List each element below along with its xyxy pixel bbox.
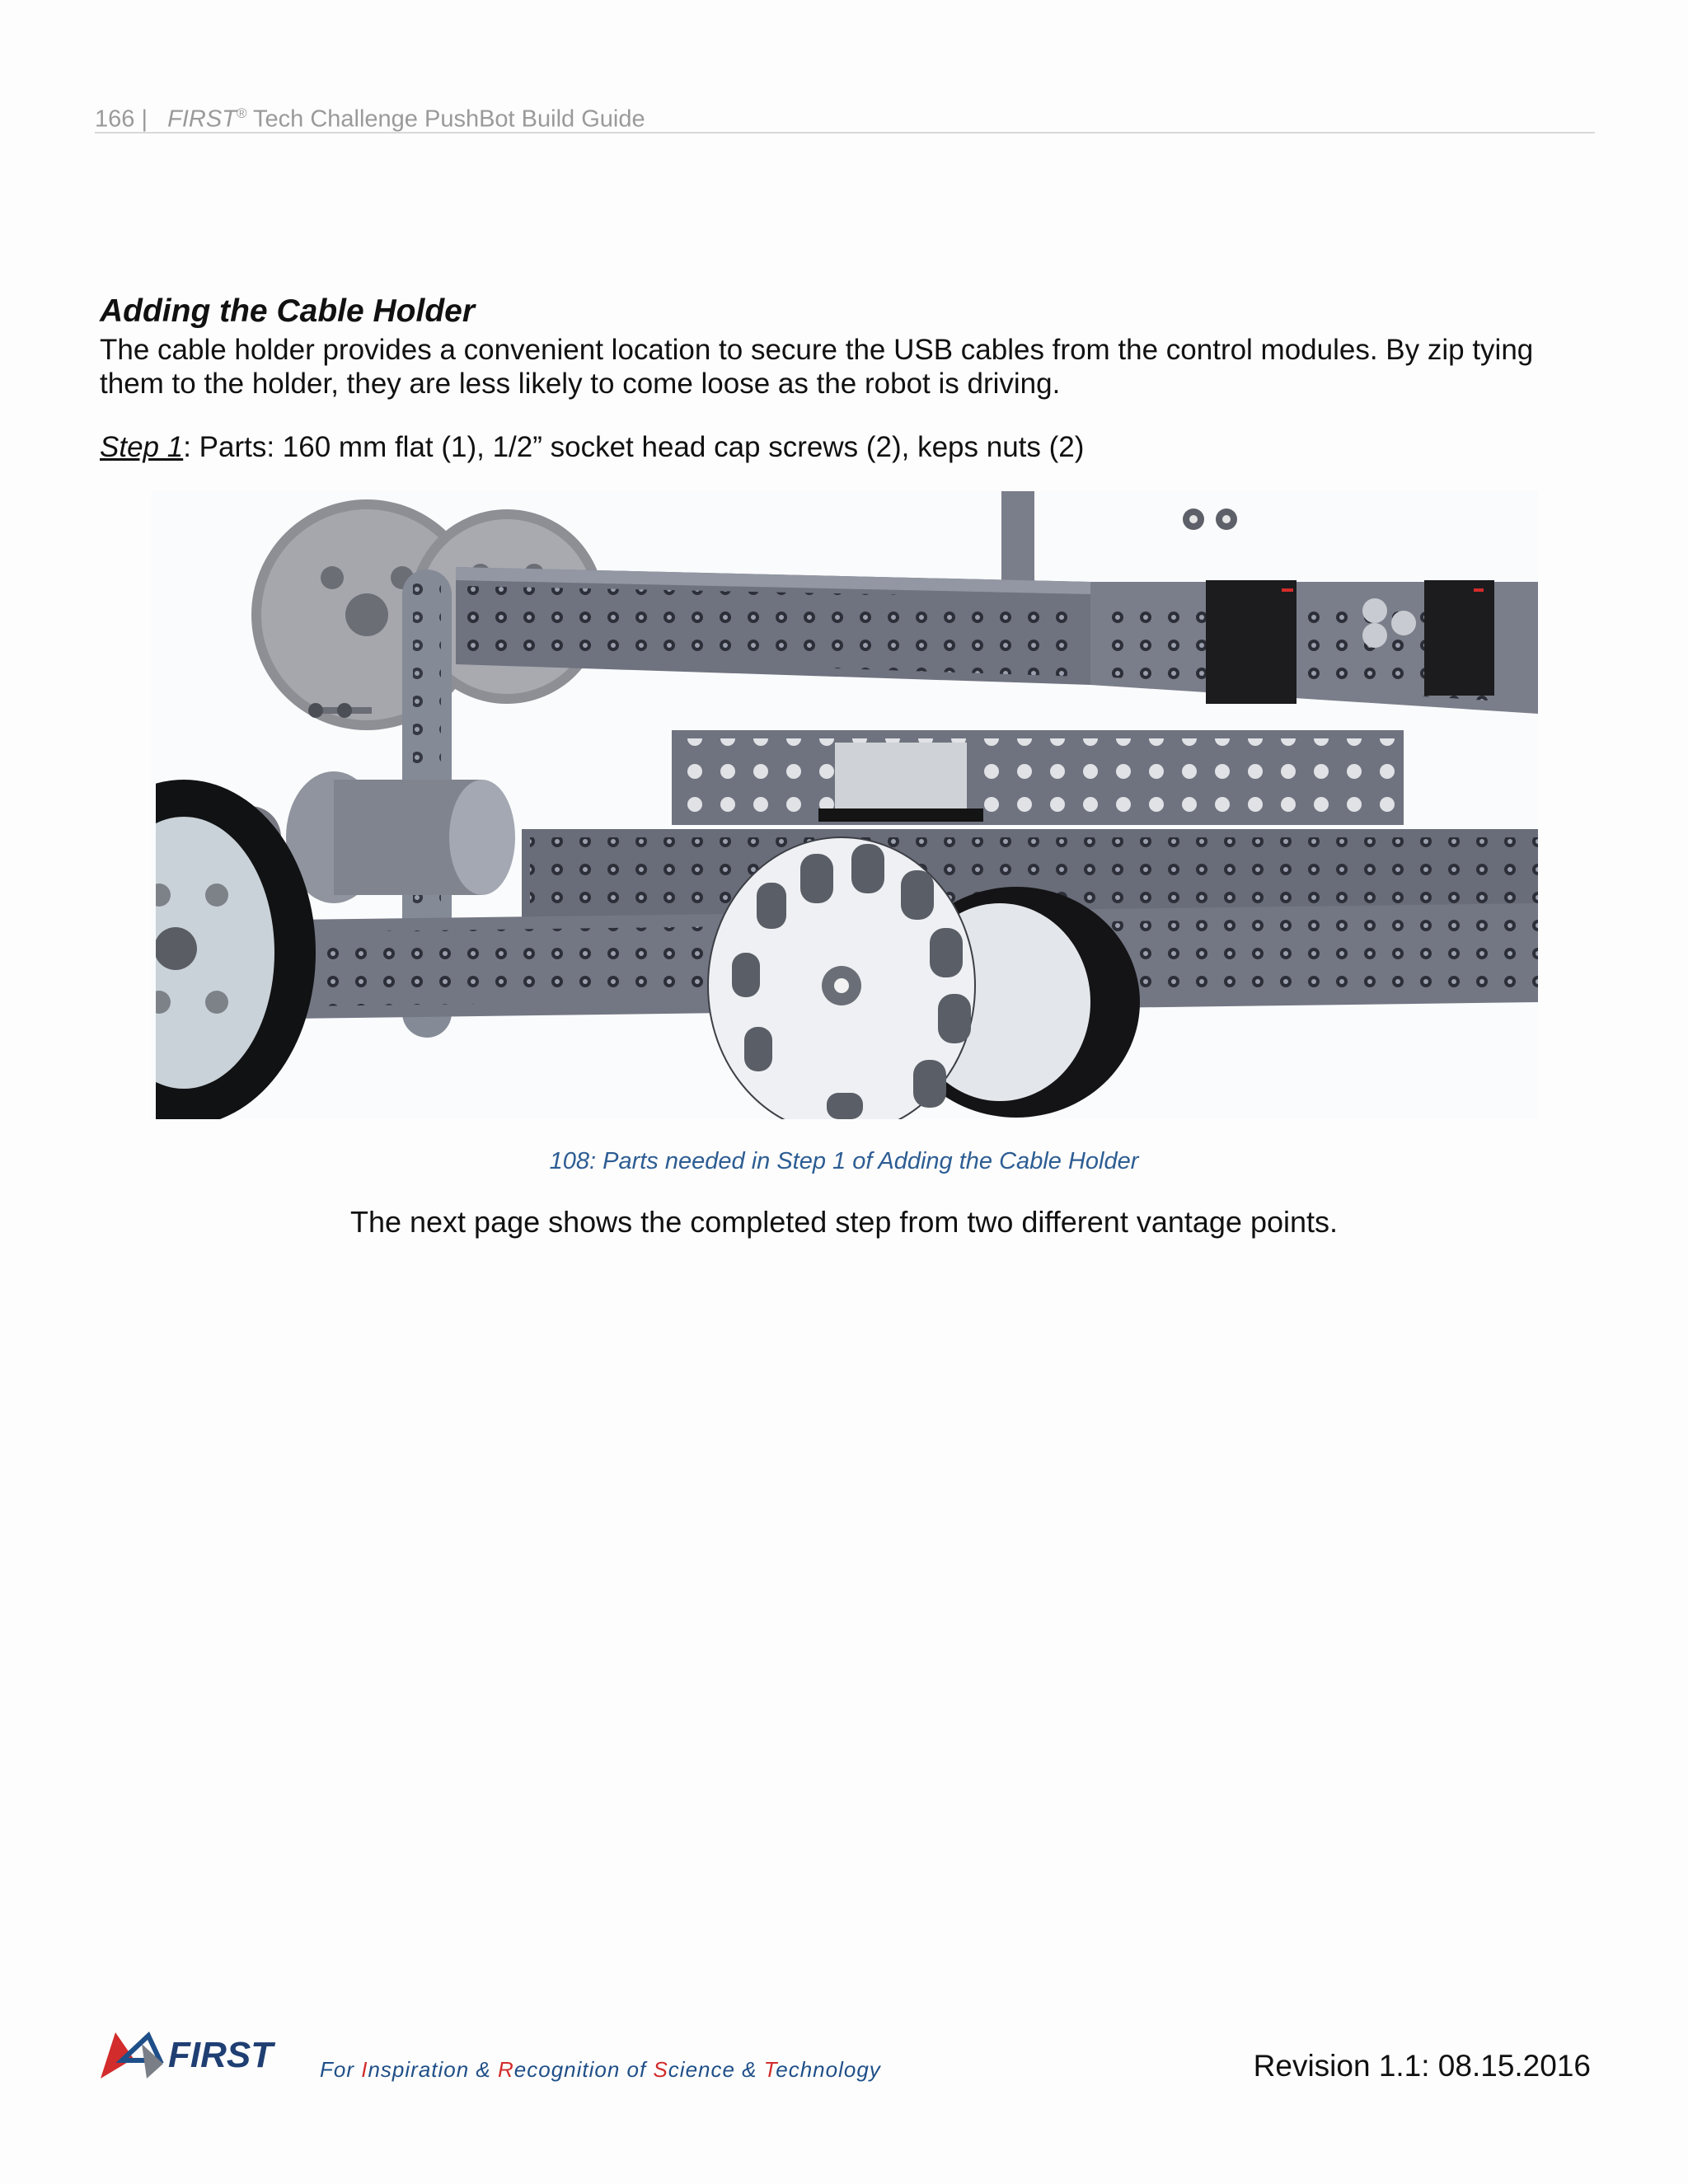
- header-brand: FIRST: [167, 105, 237, 133]
- middle-channel: [672, 730, 1404, 825]
- tagline-letter-r: R: [498, 2057, 514, 2082]
- tagline-part-1: For: [320, 2057, 362, 2082]
- page-number: 166 |: [95, 105, 148, 133]
- page-header: [95, 99, 1595, 134]
- omni-wheel: [708, 837, 975, 1119]
- step-label: Step 1: [100, 431, 184, 463]
- tagline-letter-t: T: [763, 2057, 776, 2082]
- section-intro: The cable holder provides a convenient location to secure the USB cables from the control modules. By zip tying them to the holder, they are less likely to come loose as the robot is driving.: [100, 334, 1534, 400]
- registered-mark: ®: [236, 105, 247, 121]
- first-tagline: [320, 2057, 881, 2083]
- section-title: Adding the Cable Holder: [100, 293, 476, 329]
- keps-nuts: [1183, 509, 1237, 530]
- first-logo: [97, 2027, 312, 2089]
- servo-bracket-assembly: [1090, 580, 1538, 714]
- battery-pack: [835, 743, 967, 808]
- robot-assembly-figure: [151, 491, 1538, 1119]
- first-logo-mark: [97, 2027, 312, 2085]
- next-page-note: The next page shows the completed step from two different vantage points.: [349, 1205, 1339, 1239]
- header-title: Tech Challenge PushBot Build Guide: [253, 105, 645, 133]
- step-instruction: [100, 430, 1084, 464]
- tagline-part-2: nspiration &: [368, 2057, 498, 2082]
- first-logo-text: FIRST: [168, 2035, 274, 2075]
- tagline-part-4: cience &: [668, 2057, 764, 2082]
- tagline-part-5: echnology: [776, 2057, 881, 2082]
- step-parts-text: : Parts: 160 mm flat (1), 1/2” socket head cap screws (2), keps nuts (2): [183, 431, 1085, 463]
- servo-motor-left: [1206, 580, 1296, 704]
- tagline-letter-i: I: [361, 2057, 368, 2082]
- tagline-letter-s: S: [653, 2057, 668, 2082]
- upper-channel: [456, 567, 1090, 685]
- robot-chassis-illustration: [151, 491, 1538, 1119]
- revision-label: Revision 1.1: 08.15.2016: [1253, 2049, 1591, 2083]
- figure-caption: 108: Parts needed in Step 1 of Adding the Cable Holder: [549, 1148, 1139, 1174]
- tagline-part-3: ecognition of: [513, 2057, 654, 2082]
- servo-motor-right: [1424, 580, 1494, 696]
